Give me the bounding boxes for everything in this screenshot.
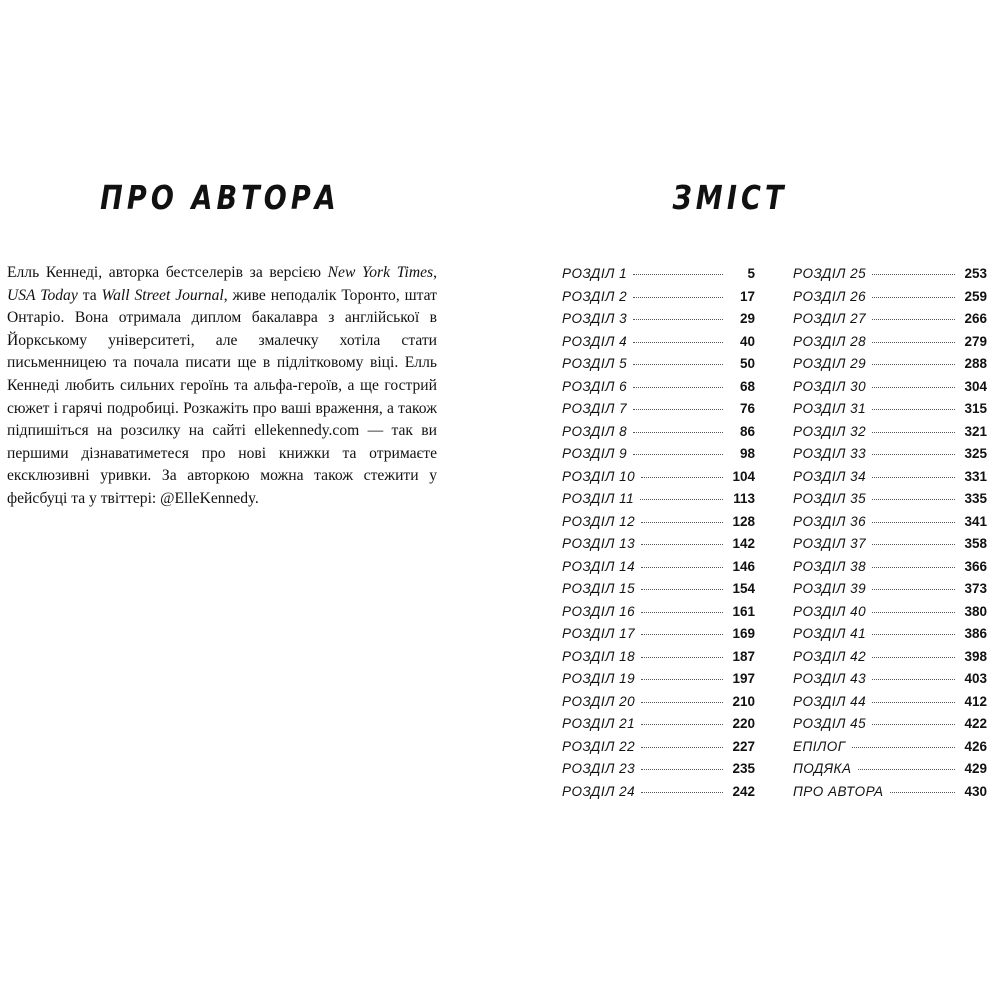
dot-leader (872, 544, 955, 545)
dot-leader (872, 387, 955, 388)
toc-entry-page-number: 422 (964, 716, 987, 731)
toc-entry-label: РОЗДІЛ 25 (793, 266, 867, 281)
toc-entry (793, 263, 987, 286)
dot-leader (641, 747, 723, 748)
toc-entry-page-number: 430 (964, 783, 987, 799)
toc-entry-page-number: 242 (732, 783, 755, 799)
dot-leader (633, 387, 723, 388)
author-bio-paragraph (7, 262, 437, 511)
toc-entry (793, 781, 987, 804)
contents-heading: ЗМІСТ (672, 178, 788, 217)
toc-entry-label: РОЗДІЛ 16 (562, 603, 636, 619)
toc-entry-page-number: 380 (964, 603, 987, 619)
toc-entry-page-number: 259 (964, 288, 987, 304)
toc-entry (562, 376, 755, 399)
dot-leader (633, 364, 723, 365)
toc-entry (562, 668, 755, 691)
toc-entry-label: РОЗДІЛ 28 (793, 333, 867, 349)
toc-entry-page-number: 341 (964, 513, 987, 529)
dot-leader (872, 409, 955, 410)
toc-entry (562, 488, 755, 511)
toc-entry (793, 578, 987, 601)
toc-entry-page-number: 288 (964, 356, 987, 371)
toc-entry-page-number: 366 (964, 558, 987, 574)
toc-entry-page-number: 128 (732, 513, 755, 529)
toc-entry-page-number: 253 (964, 266, 987, 281)
toc-entry-label: РОЗДІЛ 3 (562, 311, 628, 326)
toc-entry (793, 691, 987, 714)
toc-entry-label: РОЗДІЛ 40 (793, 603, 867, 619)
toc-entry-label: РОЗДІЛ 8 (562, 423, 628, 439)
toc-entry-page-number: 5 (747, 266, 755, 281)
dot-leader (641, 634, 723, 635)
toc-entry-page-number: 86 (739, 423, 755, 439)
toc-column-right (793, 263, 987, 803)
toc-entry-page-number: 358 (964, 536, 987, 551)
toc-entry (793, 758, 987, 781)
dot-leader (641, 612, 723, 613)
toc-entry-page-number: 50 (739, 356, 755, 371)
toc-entry-label: РОЗДІЛ 37 (793, 536, 867, 551)
dot-leader (641, 702, 723, 703)
toc-entry-label: РОЗДІЛ 43 (793, 671, 867, 686)
toc-entry-label: ПОДЯКА (793, 761, 852, 776)
toc-entry (562, 421, 755, 444)
toc-entry-page-number: 220 (732, 716, 755, 731)
toc-entry-label: РОЗДІЛ 20 (562, 693, 636, 709)
dot-leader (872, 477, 955, 478)
toc-entry (793, 331, 987, 354)
toc-entry-page-number: 227 (732, 738, 755, 754)
toc-entry-page-number: 403 (964, 671, 987, 686)
toc-entry-page-number: 76 (739, 401, 755, 416)
toc-entry-label: РОЗДІЛ 24 (562, 783, 636, 799)
dot-leader (852, 747, 955, 748)
toc-entry-label: РОЗДІЛ 17 (562, 626, 636, 641)
toc-entry (562, 511, 755, 534)
dot-leader (872, 679, 955, 680)
dot-leader (872, 724, 955, 725)
toc-entry-page-number: 315 (964, 401, 987, 416)
toc-entry (793, 646, 987, 669)
toc-entry (562, 398, 755, 421)
toc-entry-label: РОЗДІЛ 14 (562, 558, 636, 574)
toc-entry-label: РОЗДІЛ 35 (793, 491, 867, 506)
toc-entry-label: РОЗДІЛ 44 (793, 693, 867, 709)
toc-entry-label: РОЗДІЛ 41 (793, 626, 867, 641)
toc-entry (562, 533, 755, 556)
toc-entry-label: РОЗДІЛ 10 (562, 468, 636, 484)
toc-entry (793, 286, 987, 309)
toc-entry-page-number: 17 (739, 288, 755, 304)
toc-entry-label: РОЗДІЛ 36 (793, 513, 867, 529)
toc-entry-label: РОЗДІЛ 32 (793, 423, 867, 439)
toc-entry-label: РОЗДІЛ 9 (562, 446, 628, 461)
toc-entry-page-number: 266 (964, 311, 987, 326)
toc-entry (562, 556, 755, 579)
toc-entry (793, 398, 987, 421)
toc-entry-page-number: 169 (732, 626, 755, 641)
toc-entry-label: РОЗДІЛ 18 (562, 648, 636, 664)
toc-column-left (562, 263, 755, 803)
bio-text: Елль Кеннеді, авторка бестселерів за версією (7, 264, 328, 281)
toc-entry-label: РОЗДІЛ 42 (793, 648, 867, 664)
toc-entry-page-number: 142 (732, 536, 755, 551)
toc-entry (562, 286, 755, 309)
toc-entry-page-number: 429 (964, 761, 987, 776)
dot-leader (872, 612, 955, 613)
dot-leader (633, 297, 723, 298)
toc-entry-page-number: 98 (739, 446, 755, 461)
toc-entry-page-number: 321 (964, 423, 987, 439)
toc-entry (793, 668, 987, 691)
dot-leader (641, 792, 723, 793)
toc-entry (793, 623, 987, 646)
toc-entry-page-number: 386 (964, 626, 987, 641)
toc-entry (793, 376, 987, 399)
publication-name: Wall Street Journal (101, 286, 224, 304)
toc-entry-label: РОЗДІЛ 29 (793, 356, 867, 371)
toc-entry-label: ПРО АВТОРА (793, 783, 884, 799)
dot-leader (858, 769, 956, 770)
toc-entry-page-number: 235 (732, 761, 755, 776)
dot-leader (872, 342, 955, 343)
toc-entry (793, 488, 987, 511)
dot-leader (641, 769, 723, 770)
toc-entry (562, 713, 755, 736)
toc-entry-page-number: 331 (964, 468, 987, 484)
dot-leader (641, 657, 723, 658)
toc-entry-page-number: 335 (964, 491, 987, 506)
toc-entry-page-number: 304 (964, 378, 987, 394)
toc-entry-label: РОЗДІЛ 12 (562, 513, 636, 529)
toc-entry (562, 646, 755, 669)
bio-text: , (433, 264, 437, 281)
toc-entry-label: РОЗДІЛ 6 (562, 378, 628, 394)
dot-leader (641, 567, 723, 568)
toc-entry (793, 308, 987, 331)
toc-entry-page-number: 161 (732, 603, 755, 619)
toc-entry (793, 601, 987, 624)
toc-entry (562, 691, 755, 714)
toc-entry-label: РОЗДІЛ 15 (562, 581, 636, 596)
dot-leader (872, 634, 955, 635)
toc-entry (562, 736, 755, 759)
dot-leader (633, 432, 723, 433)
toc-entry-page-number: 412 (964, 693, 987, 709)
publication-name: USA Today (7, 286, 78, 304)
dot-leader (890, 792, 955, 793)
toc-entry (793, 511, 987, 534)
dot-leader (872, 274, 955, 275)
dot-leader (641, 544, 723, 545)
dot-leader (872, 567, 955, 568)
dot-leader (641, 477, 723, 478)
toc-entry-label: РОЗДІЛ 19 (562, 671, 636, 686)
toc-entry (562, 758, 755, 781)
toc-entry (562, 263, 755, 286)
toc-entry-page-number: 398 (964, 648, 987, 664)
toc-entry (562, 466, 755, 489)
toc-entry-label: РОЗДІЛ 33 (793, 446, 867, 461)
toc-entry-page-number: 40 (739, 333, 755, 349)
toc-entry (562, 623, 755, 646)
toc-entry-label: РОЗДІЛ 34 (793, 468, 867, 484)
toc-entry (793, 353, 987, 376)
toc-entry-page-number: 187 (732, 648, 755, 664)
toc-entry-page-number: 426 (964, 738, 987, 754)
dot-leader (633, 319, 723, 320)
toc-entry-label: РОЗДІЛ 4 (562, 333, 628, 349)
toc-entry-page-number: 210 (732, 693, 755, 709)
toc-entry (793, 443, 987, 466)
toc-entry-page-number: 325 (964, 446, 987, 461)
toc-entry (562, 331, 755, 354)
toc-entry (562, 443, 755, 466)
toc-entry (793, 533, 987, 556)
publication-name: New York Times (327, 264, 434, 281)
toc-entry-label: РОЗДІЛ 38 (793, 558, 867, 574)
dot-leader (872, 319, 955, 320)
toc-entry-label: РОЗДІЛ 13 (562, 536, 636, 551)
right-page (500, 0, 1000, 1000)
dot-leader (872, 297, 955, 298)
bio-text: та (77, 286, 102, 304)
toc-entry-label: РОЗДІЛ 2 (562, 288, 628, 304)
toc-entry-label: РОЗДІЛ 31 (793, 401, 867, 416)
dot-leader (641, 589, 723, 590)
toc-entry-label: РОЗДІЛ 39 (793, 581, 867, 596)
toc-entry-label: РОЗДІЛ 30 (793, 378, 867, 394)
toc-entry (562, 578, 755, 601)
dot-leader (633, 274, 723, 275)
toc-entry (562, 353, 755, 376)
dot-leader (641, 522, 723, 523)
toc-entry (793, 713, 987, 736)
dot-leader (872, 589, 955, 590)
toc-entry-label: РОЗДІЛ 21 (562, 716, 636, 731)
toc-entry (793, 556, 987, 579)
dot-leader (872, 522, 955, 523)
toc-entry (562, 781, 755, 804)
dot-leader (872, 432, 955, 433)
dot-leader (872, 499, 955, 500)
toc-entry-label: РОЗДІЛ 5 (562, 356, 628, 371)
toc-entry-page-number: 104 (732, 468, 755, 484)
toc-entry-page-number: 154 (732, 581, 755, 596)
toc-entry-label: РОЗДІЛ 1 (562, 266, 628, 281)
toc-entry (793, 736, 987, 759)
dot-leader (641, 679, 723, 680)
toc-entry (793, 421, 987, 444)
toc-entry (562, 601, 755, 624)
dot-leader (872, 702, 955, 703)
toc-entry-label: ЕПІЛОГ (793, 738, 846, 754)
toc-entry-page-number: 197 (732, 671, 755, 686)
toc-entry (793, 466, 987, 489)
dot-leader (872, 364, 955, 365)
dot-leader (640, 499, 723, 500)
toc-entry-page-number: 279 (964, 333, 987, 349)
toc-entry-page-number: 68 (739, 378, 755, 394)
toc-entry-page-number: 29 (739, 311, 755, 326)
toc-entry-label: РОЗДІЛ 7 (562, 401, 628, 416)
dot-leader (633, 454, 723, 455)
toc-entry-label: РОЗДІЛ 26 (793, 288, 867, 304)
dot-leader (633, 342, 723, 343)
toc-entry-page-number: 373 (964, 581, 987, 596)
toc-entry-page-number: 146 (732, 558, 755, 574)
bio-text: , живе неподалік Торонто, штат Онтаріо. Вона отримала диплом бакалавра з англійської в Йоркському університеті, але змалечку хотіла стати письменницею та почала писати ще в підлітковому віці. Елль Кеннеді любить сильних героїнь та альфа-героїв, а ще гострий сюжет і гарячі подробиці. Розкажіть про ваші враження, а також підпишіться на розсилку на сайті ellekennedy.com — так ви першими дізнаватиметеся про нові книжки та отримаєте ексклюзивні уривки. За авторкою можна також стежити у фейсбуці та у твіттері: @ElleKennedy. (7, 286, 437, 507)
dot-leader (633, 409, 723, 410)
toc-entry-label: РОЗДІЛ 45 (793, 716, 867, 731)
dot-leader (641, 724, 723, 725)
toc-entry-label: РОЗДІЛ 11 (562, 491, 635, 506)
toc-entry-label: РОЗДІЛ 27 (793, 311, 867, 326)
toc-entry-page-number: 113 (733, 491, 755, 506)
toc-entry-label: РОЗДІЛ 23 (562, 761, 636, 776)
toc-entry (562, 308, 755, 331)
toc-entry-label: РОЗДІЛ 22 (562, 738, 636, 754)
about-author-heading: ПРО АВТОРА (100, 178, 340, 217)
dot-leader (872, 454, 955, 455)
dot-leader (872, 657, 955, 658)
